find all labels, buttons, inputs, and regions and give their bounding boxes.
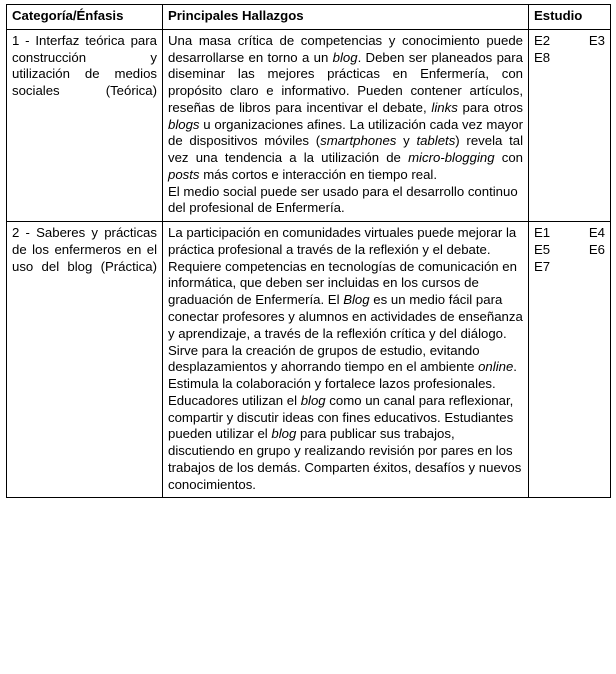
table-header-row [7, 5, 611, 30]
category-text: 2 - Saberes y prácticas de los enfermeros en el uso del blog (Práctica) [12, 225, 157, 274]
table-header [7, 5, 611, 30]
study-cell [529, 29, 611, 221]
study-code-row [534, 259, 605, 276]
table-row [7, 29, 611, 221]
study-code-row [534, 33, 605, 50]
study-code: E8 [534, 49, 551, 65]
category-cell [7, 222, 163, 498]
study-codes [534, 225, 605, 275]
findings-cell [163, 222, 529, 498]
table-row [7, 222, 611, 498]
study-code-row [534, 50, 605, 67]
study-code: E7 [534, 258, 551, 274]
category-text: 1 - Interfaz teórica para construcción y utilización de medios sociales (Teórica) [12, 32, 157, 99]
findings-cell [163, 29, 529, 221]
table-body [7, 29, 611, 498]
study-code: E2 [534, 32, 551, 48]
findings-table [6, 4, 611, 498]
findings-paragraph-secondary: El medio social puede ser usado para el desarrollo continuo del profesional de Enfermería. [168, 183, 518, 216]
findings-paragraph: Una masa crítica de competencias y conocimiento puede desarrollarse en torno a un blog. Deben ser planeados para diseminar las mejores prácticas en Enfermería, con propósito claro e informativo. Pueden contener artículos, reseñas de libros para incentivar el debate, links para otros blogs u organizaciones afines. La utilización cada vez mayor de dispositivos móviles (smartphones y tablets) revela tal vez una tendencia a la utilización de micro-blogging con posts más cortos e interacción en tiempo real. [168, 32, 524, 182]
findings-paragraph: La participación en comunidades virtuales puede mejorar la práctica profesional a través de la reflexión y el debate. Requiere competencias en tecnologías de comunicación en informática, que deben ser incluidas en los cursos de graduación de Enfermería. El Blog es un medio fácil para conectar profesores y alumnos en actividades de enseñanza y aprendizaje, a través de la reflexión crítica y del diálogo. Sirve para la creación de grupos de estudio, evitando desplazamientos y ahorrando tiempo en el ambiente online. Estimula la colaboración y fortalece lazos profesionales. Educadores utilizan el blog como un canal para reflexionar, compartir y discutir ideas con fines educativos. Estudiantes pueden utilizar el blog para publicar sus trabajos, discutiendo en grupo y realizando revisión por pares en los trabajos de los demás. Comparten éxitos, desafíos y nuevos conocimientos. [168, 225, 523, 492]
study-code: E4 [588, 225, 605, 241]
study-code: E6 [588, 241, 605, 257]
study-code: E3 [588, 32, 605, 48]
study-cell [529, 222, 611, 498]
column-header-findings: Principales Hallazgos [163, 5, 529, 30]
column-header-category: Categoría/Énfasis [7, 5, 163, 30]
study-code-row [534, 225, 605, 242]
column-header-study: Estudio [529, 5, 611, 30]
category-cell [7, 29, 163, 221]
study-code-row [534, 242, 605, 259]
study-codes [534, 33, 605, 67]
study-code: E1 [534, 225, 551, 241]
study-code: E5 [534, 241, 551, 257]
